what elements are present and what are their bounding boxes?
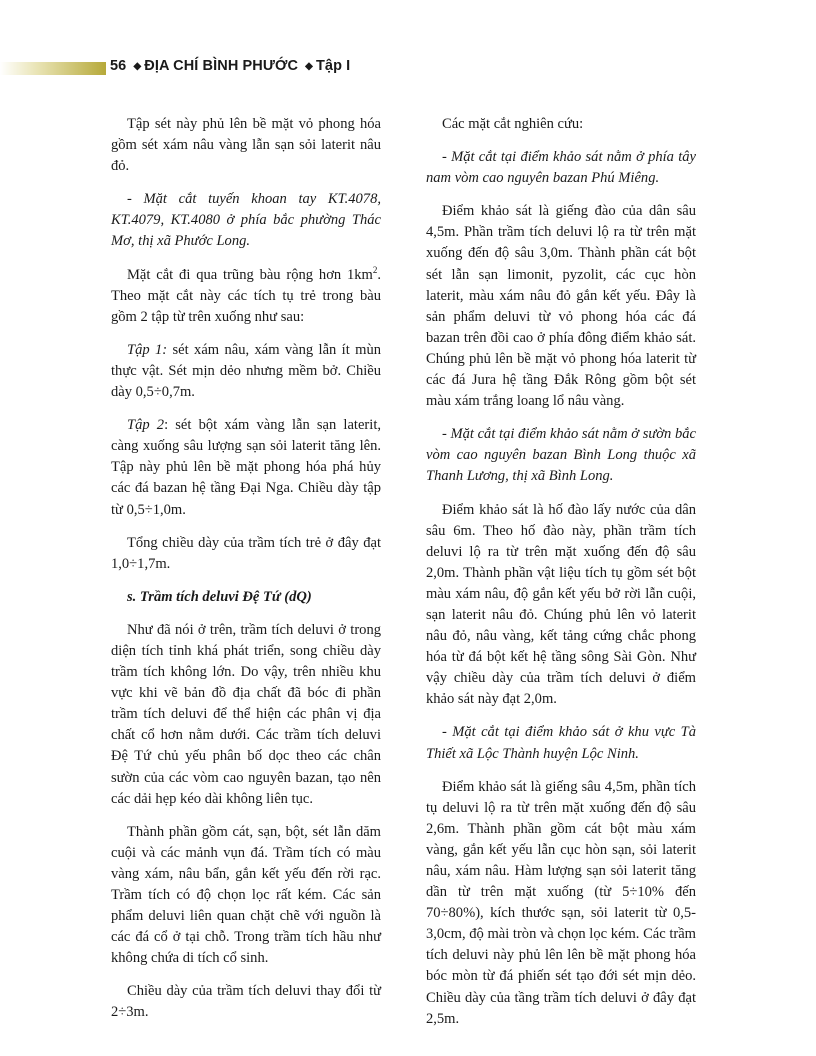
paragraph: Điểm khảo sát là hố đào lấy nước của dân sâu 6m. Theo hố đào này, phần trầm tích deluvi lộ ra từ trên mặt xuống đến độ sâu 2,0m. Thành phần vật liệu tích tụ gồm sét bột màu xám nâu, độ gắn kết yếu bở rời lẫn cuội, sạn laterit nâu đỏ. Chúng phủ lên vỏ laterit nâu đỏ, nâu vàng, kết tảng cứng chắc phong hóa từ đá bột kết hệ tầng sông Sài Gòn. Như vậy chiều dày của trầm tích deluvi ở điểm khảo sát này đạt 2,0m. (426, 501, 696, 708)
paragraph: Tập sét này phủ lên bề mặt vỏ phong hóa gồm sét xám nâu vàng lẫn sạn sỏi laterit nâu đỏ. (111, 116, 381, 175)
paragraph: Thành phần gồm cát, sạn, bột, sét lẫn dăm cuội và các mảnh vụn đá. Trầm tích có màu vàng xám, nâu bẩn, gắn kết yếu đến rời rạc. Trầm tích có độ chọn lọc rất kém. Các sản phẩm deluvi liên quan chặt chẽ với nguồn là các đá cổ ở tại chỗ. Trong trầm tích hầu như không chứa di tích cổ sinh. (111, 823, 381, 967)
paragraph: Các mặt cắt nghiên cứu: (442, 116, 584, 132)
paragraph: Như đã nói ở trên, trầm tích deluvi ở trong diện tích tỉnh khá phát triển, song chiều dày trầm tích không lớn. Do vậy, trên nhiều khu vực khi vẽ bản đồ địa chất đã bóc đi phần trầm tích deluvi để thể hiện các phân vị địa chất cổ hơn nằm dưới. Các trầm tích deluvi Đệ Tứ chủ yếu phân bố dọc theo các chân sườn của các vòm cao nguyên bazan, tạo nên các dải hẹp kéo dài không liên tục. (111, 621, 381, 807)
header-color-bar (0, 62, 106, 75)
superscript: 2 (372, 264, 378, 275)
book-title: ĐỊA CHÍ BÌNH PHƯỚC (144, 58, 299, 74)
section-caption: - Mặt cắt tại điểm khảo sát nằm ở phía tây nam vòm cao nguyên bazan Phú Miêng. (426, 149, 696, 187)
paragraph-text: Mặt cắt đi qua trũng bàu rộng hơn 1km (127, 266, 373, 283)
paragraph-text: . Theo mặt cắt này các tích tụ trẻ trong bàu gồm 2 tập từ trên xuống như sau: (111, 266, 381, 325)
paragraph: Điểm khảo sát là giếng sâu 4,5m, phần tích tụ deluvi lộ ra từ trên mặt xuống đến độ sâu 2,6m. Thành phần gồm cát bột màu xám vàng, gắn kết yếu lẫn cục hòn sạn, sỏi laterit nâu, xám nâu. Hàm lượng sạn sỏi laterit tăng dần từ trên mặt xuống (từ 5÷10% đến 70÷80%), kích thước sạn, sỏi laterit từ 0,5-3,0cm, độ mài tròn và chọn lọc kém. Các trầm tích deluvi này phủ lên lên bề mặt phong hóa bóc mòn từ đá phiến sét tạo đới sét mịn dẻo. Chiều dày của tầng trầm tích deluvi ở đây đạt 2,5m. (426, 778, 696, 1027)
section-heading: s. Trầm tích deluvi Đệ Tứ (dQ) (127, 588, 312, 605)
paragraph-text: sét xám nâu, xám vàng lẫn ít mùn thực vật. Sét mịn dẻo nhưng mềm bở. Chiều dày 0,5÷0,7m. (111, 341, 381, 401)
layer-label: Tập 2 (127, 417, 165, 434)
paragraph: Điểm khảo sát là giếng đào của dân sâu 4,5m. Phần trầm tích deluvi lộ ra từ trên mặt xuống đến độ sâu 3,0m. Thành phần cát bột sét lẫn sạn limonit, pyzolit, các cục hòn laterit, màu xám nâu đỏ gắn kết yếu. Đây là sản phẩm deluvi từ vỏ phong hóa các đá bazan trên đồi cao ở phía đông điểm khảo sát. Chúng phủ lên bề mặt vỏ phong hóa laterit từ các đá Jura hệ tầng Đắk Rông gồm bột sét màu xám trắng loang lổ nâu vàng. (426, 203, 696, 410)
volume-label: Tập I (315, 58, 351, 74)
running-header (110, 58, 350, 74)
paragraph (111, 340, 381, 403)
paragraph (111, 265, 381, 328)
diamond-icon: ◆ (133, 61, 142, 72)
page-number: 56 (110, 58, 127, 74)
left-column (111, 114, 381, 1024)
paragraph (111, 415, 381, 520)
section-caption: - Mặt cắt tại điểm khảo sát nằm ở sườn bắc vòm cao nguyên bazan Bình Long thuộc xã Thanh Lương, thị xã Bình Long. (426, 426, 696, 485)
layer-label: Tập 1: (127, 341, 168, 358)
section-caption: - Mặt cắt tại điểm khảo sát ở khu vực Tà Thiết xã Lộc Thành huyện Lộc Ninh. (426, 724, 696, 762)
paragraph: Tổng chiều dày của trầm tích trẻ ở đây đạt 1,0÷1,7m. (111, 534, 381, 572)
paragraph: Chiều dày của trầm tích deluvi thay đổi từ 2÷3m. (111, 983, 381, 1021)
right-column (426, 114, 696, 1030)
diamond-icon: ◆ (305, 61, 313, 72)
paragraph-text: : sét bột xám vàng lẫn sạn laterit, càng xuống sâu lượng sạn sỏi laterit tăng lên. Tập này phủ lên bề mặt phong hóa phá hủy các đá bazan hệ tầng Đại Nga. Chiều dày tập từ 0,5÷1,0m. (111, 417, 381, 518)
section-caption: - Mặt cắt tuyến khoan tay KT.4078, KT.4079, KT.4080 ở phía bắc phường Thác Mơ, thị xã Phước Long. (111, 191, 381, 250)
